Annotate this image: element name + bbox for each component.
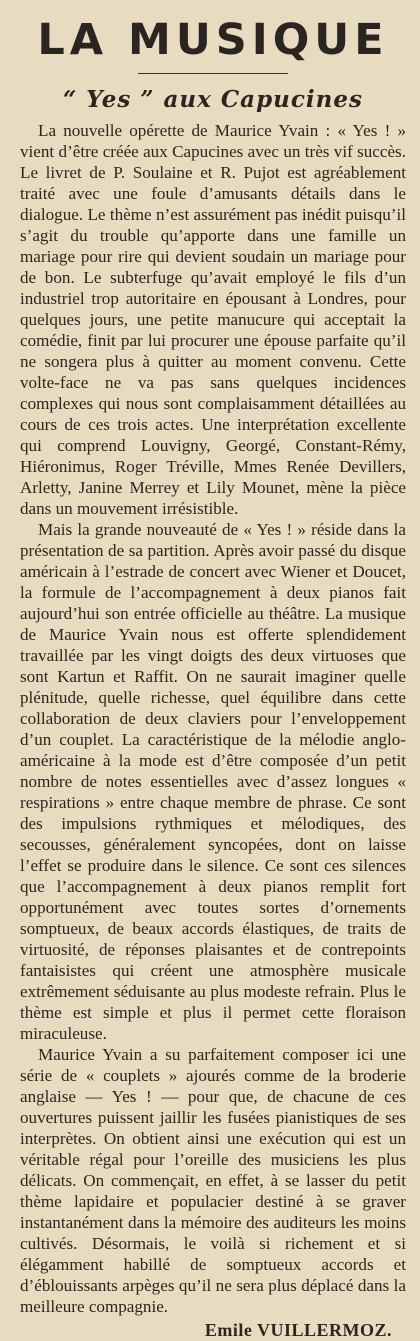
divider-rule — [138, 73, 288, 74]
author-signature: Emile VUILLERMOZ. — [204, 1320, 392, 1340]
section-masthead: LA MUSIQUE — [37, 15, 389, 65]
article-paragraph: Mais la grande nouveauté de « Yes ! » réside dans la présentation de sa partition. Après avoir passé du disque américain à l’estrade de concert avec Wiener et Doucet, la formule de l’accompagnement à deux pianos fait aujourd’hui son entrée officielle au théâtre. La musique de Maurice Yvain nous est offerte splendidement travaillée par les vingt doigts des deux virtuoses que sont Kartun et Raffit. On ne saurait imaginer quelle plénitude, quelle richesse, quel équilibre dans cette collaboration de deux claviers pour l’enveloppement d’un couplet. La caractéristique de la mélodie anglo-américaine à la mode est d’être composée d’un petit nombre de notes essentielles avec d’assez longues « respirations » entre chaque membre de phrase. Ce sont des impulsions rythmiques et mélodiques, des secousses, généralement syncopées, dont on laisse l’effet se produire dans le silence. Ce sont ces silences que l’accompagnement à deux pianos remplit fort opportunément avec toutes sortes d’ornements somptueux, de beaux accords élastiques, de traits de virtuosité, de réponses plaisantes et de contrepoints fantaisistes qui créent une atmosphère musicale extrêmement séduisante au plus modeste refrain. Plus le thème est simple et plus il permet cette floraison miraculeuse. — [20, 520, 406, 1043]
article-paragraph: Maurice Yvain a su parfaitement composer ici une série de « couplets » ajourés comme de la broderie anglaise — Yes ! — pour que, de chacune de ces ouvertures puissent jaillir les fusées pianistiques de ses interprètes. On obtient ainsi une exécution qui est un véritable régal pour l’oreille des musiciens les plus délicats. On commençait, en effet, à se lasser du petit thème lapidaire et populacier destiné à se graver instantanément dans la mémoire des auditeurs les moins cultivés. Désormais, le voilà si richement et si élégamment habillé de somptueux accords et d’éblouissants arpèges qu’il ne sera plus déplacé dans la meilleure compagnie. — [20, 1045, 406, 1316]
article-headline: “ Yes ” aux Capucines — [63, 86, 363, 113]
article-body — [20, 120, 406, 1317]
article-paragraph: La nouvelle opérette de Maurice Yvain : « Yes ! » vient d’être créée aux Capucines avec un très vif succès. Le livret de P. Soulaine et R. Pujot est agréablement traité avec une foule d’amusants détails dans le dialogue. Le thème n’est assurément pas inédit puisqu’il s’agit du trouble qu’apporte dans une famille un mariage pour rire qui devient soudain un mariage pour de bon. Le subterfuge qu’avait employé le fils d’un industriel trop autoritaire en épousant à Londres, pour quelques jours, une petite manucure qui acceptait la comédie, finit par lui procurer une épouse parfaite qu’il ne songera plus à quitter au moment convenu. Cette volte-face ne va pas sans quelques incidences complexes qui nous sont complaisamment détaillées au cours de ces trois actes. Une interprétation excellente qui comprend Louvigny, Georgé, Constant-Rémy, Hiéronimus, Roger Tréville, Mmes Renée Devillers, Arletty, Janine Merrey et Lily Mounet, mène la pièce dans un mouvement irrésistible. — [20, 121, 406, 518]
